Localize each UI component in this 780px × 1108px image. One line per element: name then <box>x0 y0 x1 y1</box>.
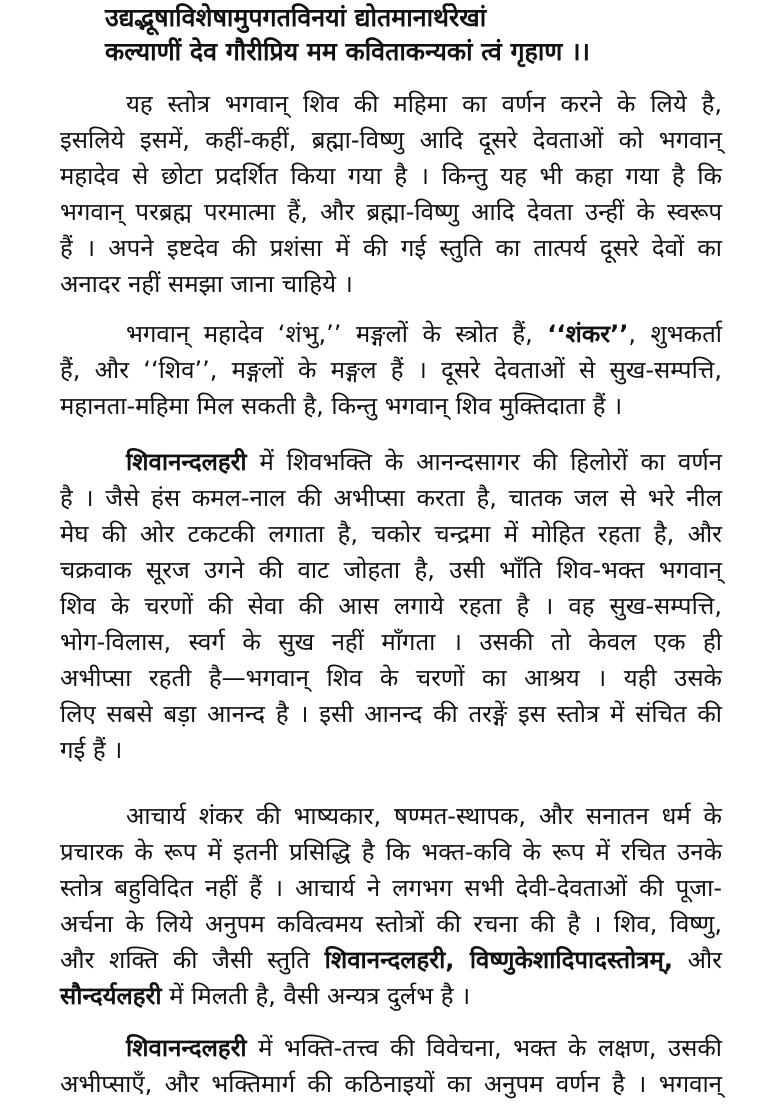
text-line: अभीप्साएँ, और भक्तिमार्ग की कठिनाइयों का अनुपम वर्णन है । भगवान् <box>60 1070 722 1098</box>
text-line: स्तोत्र बहुविदित नहीं हैं । आचार्य ने लगभग सभी देवी-देवताओं की पूजा- <box>60 874 722 902</box>
text-line <box>60 316 722 352</box>
text-run: और <box>672 946 722 974</box>
text-line: भगवान् परब्रह्म परमात्मा हैं, और ब्रह्मा-विष्णु आदि देवता उन्हीं के स्वरूप <box>60 198 722 226</box>
text-line: है । जैसे हंस कमल-नाल की अभीप्सा करता है, चातक जल से भरे नील <box>60 484 722 512</box>
text-line: इसलिये इसमें, कहीं-कहीं, ब्रह्मा-विष्णु आदि दूसरे देवताओं को भगवान् <box>60 126 722 154</box>
text-line: अनादर नहीं समझा जाना चाहिये । <box>60 270 353 298</box>
text-run: में मिलती है, वैसी अन्यत्र दुर्लभ है । <box>161 982 471 1010</box>
text-line: अभीप्सा रहती है—भगवान् शिव के चरणों का आश्रय । यही उसके <box>60 664 722 692</box>
text-run: भगवान् महादेव ‘शंभु,’’ मङ्गलों के स्त्रोत हैं, <box>126 320 548 348</box>
text-line <box>60 978 722 1014</box>
text-line: लिए सबसे बड़ा आनन्द है । इसी आनन्द की तरङ्गें इस स्तोत्र में संचित की <box>60 700 722 728</box>
text-line: शिव के चरणों की सेवा की आस लगाये रहता है । वह सुख-सम्पत्ति, <box>60 592 722 620</box>
text-run: में भक्ति-तत्त्व की विवेचना, भक्त के लक्षण, उसकी <box>246 1034 722 1062</box>
bold-titles: शिवानन्दलहरी, विष्णुकेशादिपादस्तोत्रम्, <box>324 946 673 974</box>
text-line: गई हैं । <box>60 736 123 764</box>
text-line: यह स्तोत्र भगवान् शिव की महिमा का वर्णन करने के लिये है, <box>126 90 722 118</box>
text-line: भोग-विलास, स्वर्ग के सुख नहीं माँगता । उसकी तो केवल एक ही <box>60 628 722 656</box>
text-line: प्रचारक के रूप में इतनी प्रसिद्धि है कि भक्त-कवि के रूप में रचित उनके <box>60 838 722 866</box>
text-line <box>60 1030 722 1066</box>
bold-title-saundaryalahari: सौन्दर्यलहरी <box>60 982 162 1010</box>
text-line: महानता-महिमा मिल सकती है, किन्तु भगवान् शिव मुक्तिदाता हैं । <box>60 392 623 420</box>
text-line: मेघ की ओर टकटकी लगाता है, चकोर चन्द्रमा में मोहित रहता है, और <box>60 520 722 548</box>
text-line: हैं । अपने इष्टदेव की प्रशंसा में की गई स्तुति का तात्पर्य दूसरे देवों का <box>60 234 722 262</box>
bold-title-shivanandalahari: शिवानन्दलहरी <box>126 1034 247 1062</box>
sanskrit-verse-line-2: कल्याणीं देव गौरीप्रिय मम कविताकन्यकां त्वं गृहाण ।। <box>105 37 591 66</box>
bold-title-shivanandalahari: शिवानन्दलहरी <box>126 448 247 476</box>
bold-term-shankar: ‘‘शंकर’’ <box>547 320 629 348</box>
text-line: हैं, और ‘‘शिव’’, मङ्गलों के मङ्गल हैं । दूसरे देवताओं से सुख-सम्पत्ति, <box>60 356 722 384</box>
text-line: अर्चना के लिये अनुपम कवित्वमय स्तोत्रों की रचना की है । शिव, विष्णु, <box>60 910 722 938</box>
sanskrit-verse-line-1: उद्यद्भूषाविशेषामुपगतविनयां द्योतमानार्थरेखां <box>105 3 487 32</box>
text-line <box>60 444 722 480</box>
text-line <box>60 942 722 978</box>
text-run: में शिवभक्ति के आनन्दसागर की हिलोरों का वर्णन <box>246 448 722 476</box>
text-run: , शुभकर्ता <box>628 320 723 348</box>
text-line: आचार्य शंकर की भाष्यकार, षण्मत-स्थापक, और सनातन धर्म के <box>126 802 722 830</box>
text-run: और शक्ति की जैसी स्तुति <box>60 946 325 974</box>
text-line: चक्रवाक सूरज उगने की वाट जोहता है, उसी भाँति शिव-भक्त भगवान् <box>60 556 722 584</box>
text-line: महादेव से छोटा प्रदर्शित किया गया है । किन्तु यह भी कहा गया है कि <box>60 162 722 190</box>
